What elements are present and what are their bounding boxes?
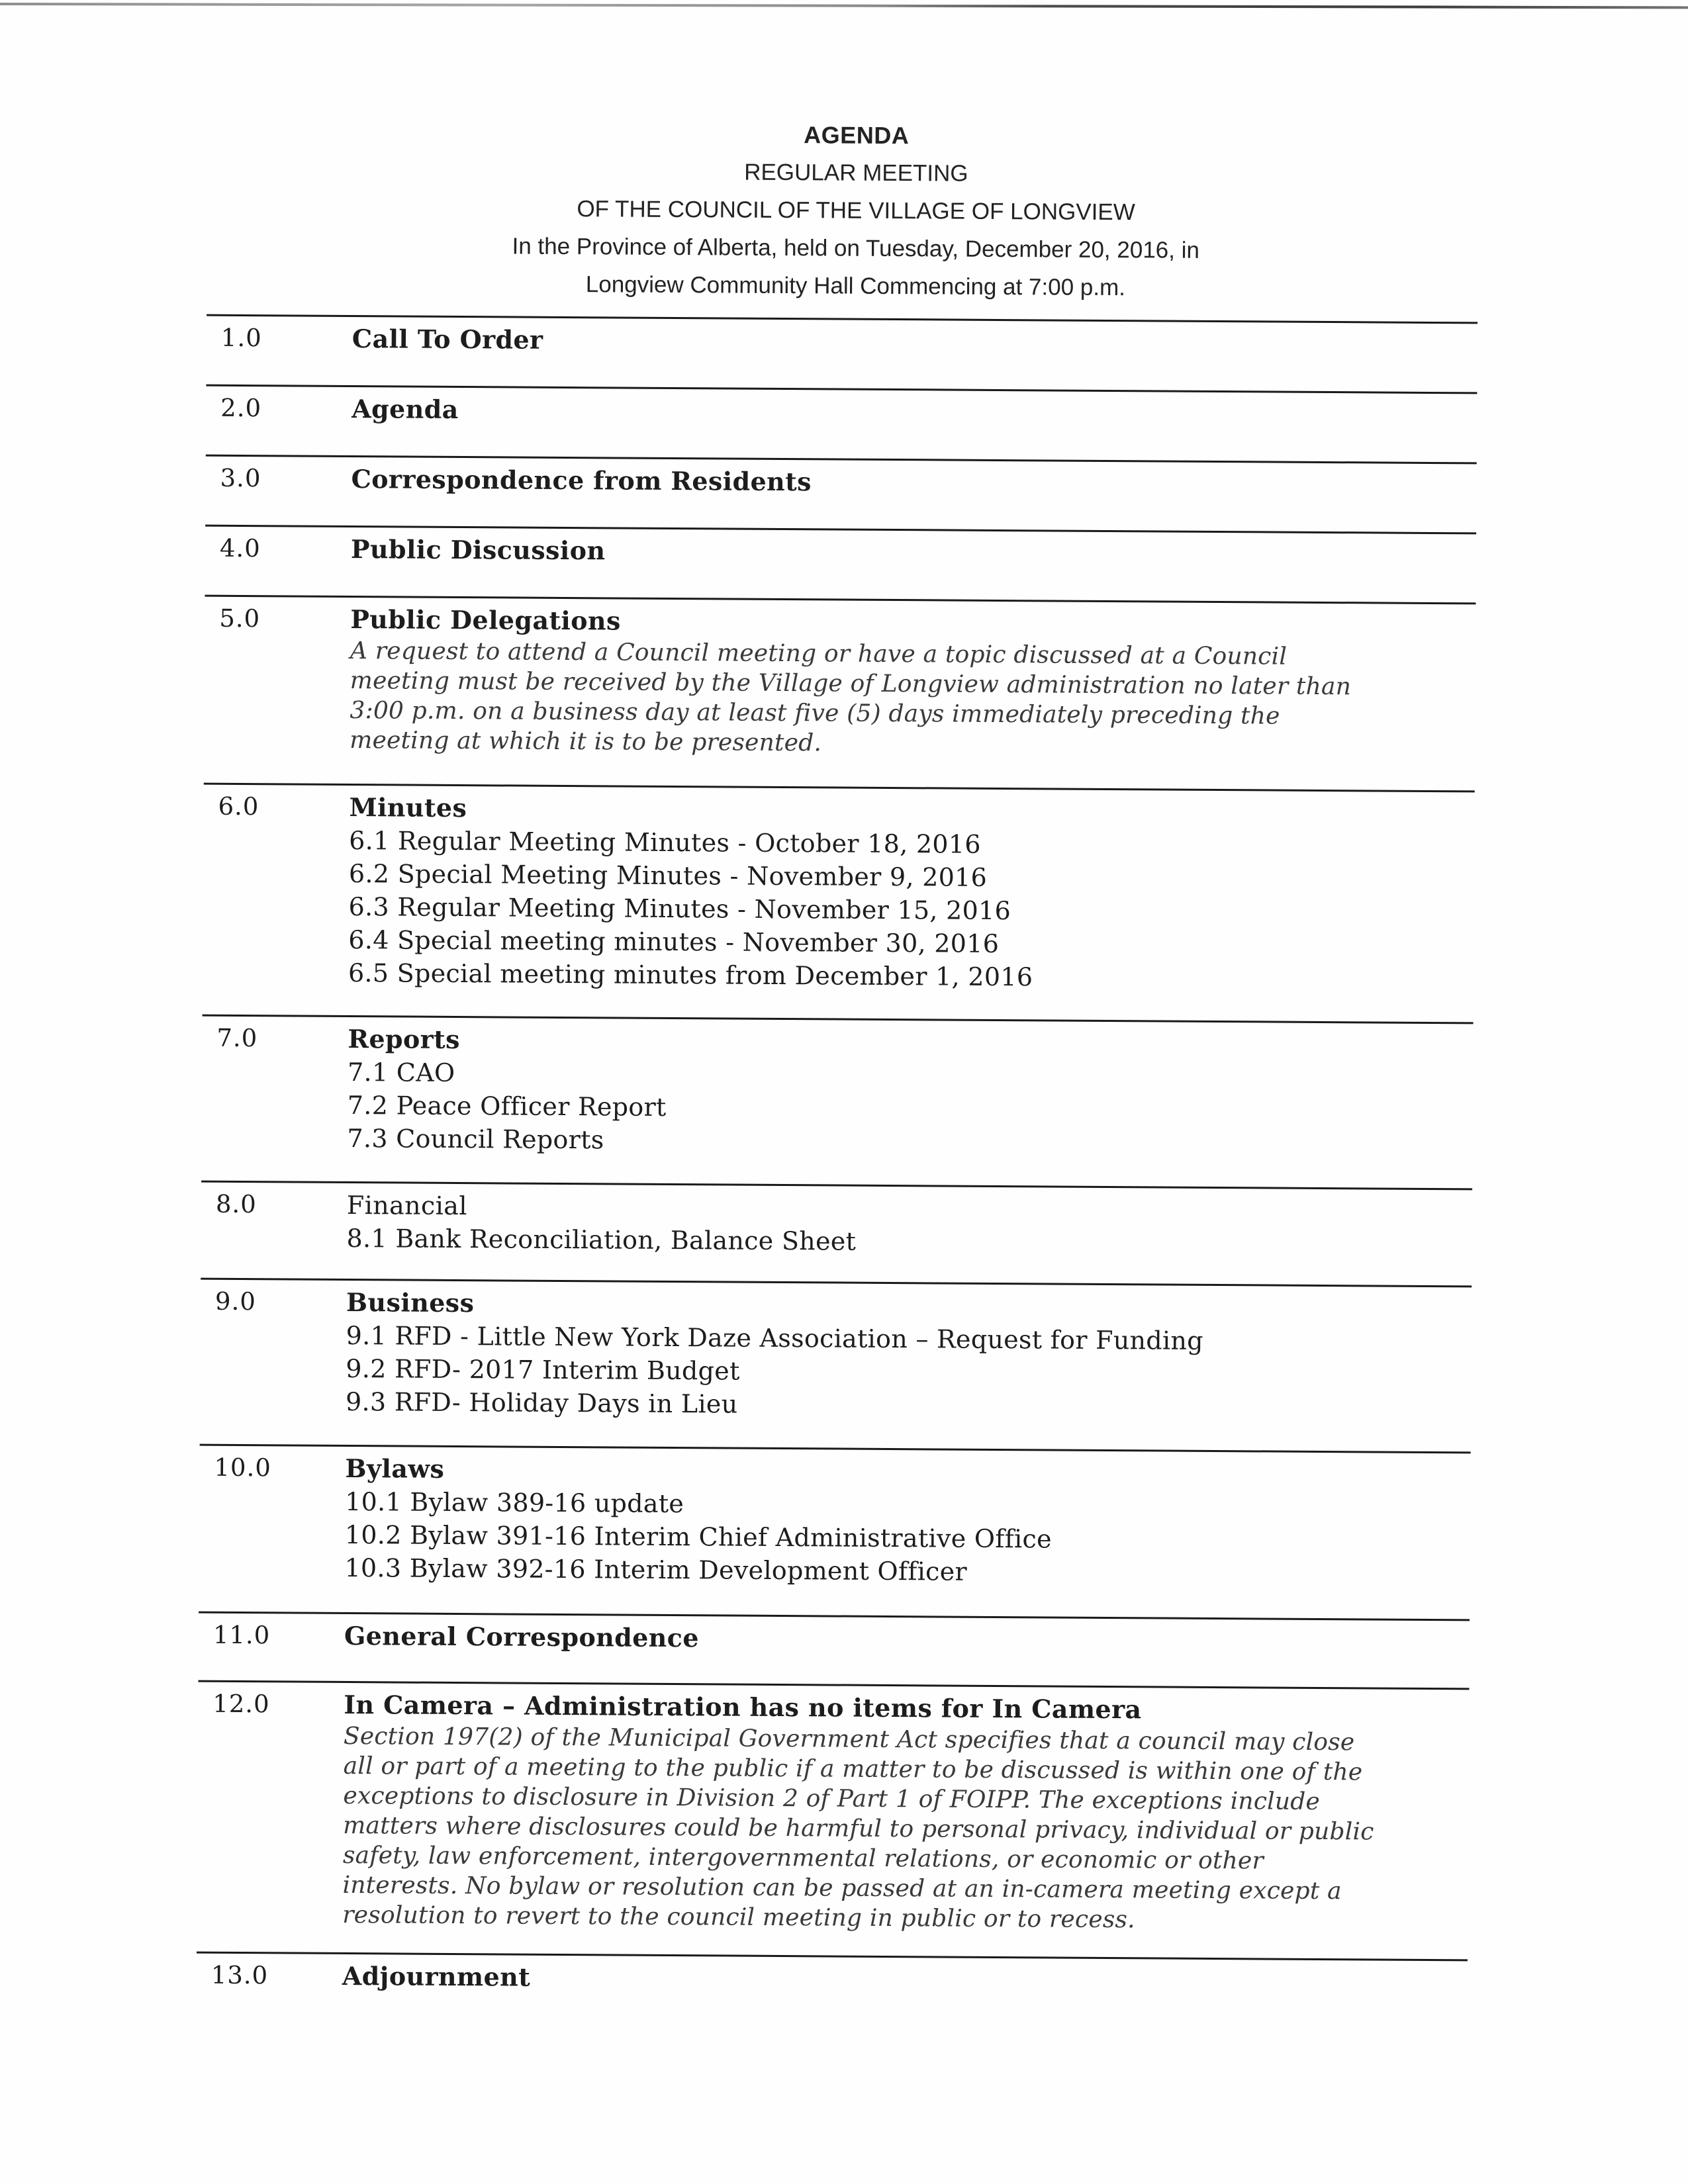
section-subitem: 9.1 RFD - Little New York Daze Association – Request for Funding — [346, 1320, 1203, 1355]
section-title: Public Discussion — [350, 534, 606, 566]
section-subitems — [344, 1485, 1470, 1591]
header-line-location: Longview Community Hall Commencing at 7:00 p.m. — [585, 271, 1126, 301]
section-title: Correspondence from Residents — [351, 464, 812, 497]
section-number: 7.0 — [216, 1023, 258, 1053]
section-body — [342, 1960, 1468, 1999]
section-number: 6.0 — [218, 792, 259, 821]
section-title: Reports — [348, 1023, 461, 1055]
section-number: 4.0 — [219, 533, 261, 563]
section-body — [348, 791, 1475, 996]
section-number: 9.0 — [214, 1287, 256, 1316]
agenda-section-row — [197, 1680, 1469, 1960]
section-subitems — [347, 1056, 1473, 1161]
agenda-section-row — [206, 314, 1477, 392]
agenda-section-row — [203, 783, 1475, 1023]
document-header — [220, 113, 1492, 309]
header-line-meeting-type: REGULAR MEETING — [744, 159, 968, 187]
section-note: A request to attend a Council meeting or have a topic discussed at a Council meeting must be received by the Village of Longview administration no later than 3:00 p.m. on a business day at least five (5) days immediately preceding the meeting at which it is to be presented. — [350, 637, 1352, 757]
section-body — [346, 1286, 1472, 1425]
section-title: Bylaws — [345, 1453, 445, 1484]
section-subitem: 8.1 Bank Reconciliation, Balance Sheet — [346, 1223, 857, 1256]
section-subitem: 7.1 CAO — [347, 1057, 455, 1087]
header-line-council: OF THE COUNCIL OF THE VILLAGE OF LONGVIEW — [577, 196, 1135, 226]
section-subitem: 10.2 Bylaw 391-16 Interim Chief Administrative Office — [344, 1520, 1053, 1554]
section-title: Financial — [346, 1190, 467, 1221]
section-number: 3.0 — [220, 463, 261, 493]
section-subitem: 10.1 Bylaw 389-16 update — [345, 1486, 684, 1519]
agenda-section-row — [200, 1278, 1472, 1452]
section-body — [351, 533, 1476, 572]
section-subitem: 9.3 RFD- Holiday Days in Lieu — [345, 1387, 738, 1419]
section-body — [351, 463, 1476, 502]
section-number: 13.0 — [211, 1960, 269, 1990]
section-body — [344, 1452, 1470, 1591]
section-title: Business — [346, 1287, 475, 1318]
agenda-section-row — [199, 1444, 1471, 1619]
section-title: In Camera – Administration has no items for In Camera — [344, 1689, 1142, 1725]
section-subitem: 6.2 Special Meeting Minutes - November 9, 2016 — [348, 858, 988, 892]
section-number: 8.0 — [215, 1189, 257, 1219]
section-body — [350, 603, 1476, 762]
document-title: AGENDA — [804, 121, 910, 150]
agenda-section-row — [201, 1015, 1473, 1189]
agenda-section-row — [205, 525, 1477, 603]
section-subitem: 10.3 Bylaw 392-16 Interim Development Officer — [344, 1553, 968, 1586]
section-subitems — [346, 1319, 1472, 1425]
agenda-section-row — [206, 385, 1477, 463]
section-body — [342, 1688, 1469, 1936]
section-subitems — [346, 1222, 1472, 1261]
section-title: Public Delegations — [350, 604, 621, 636]
section-number: 11.0 — [212, 1620, 271, 1650]
section-number: 5.0 — [219, 604, 261, 633]
section-body — [352, 392, 1477, 432]
section-title: Call To Order — [352, 324, 543, 355]
section-number: 10.0 — [214, 1453, 271, 1482]
section-subitem: 6.3 Regular Meeting Minutes - November 15, 2016 — [348, 891, 1011, 926]
section-title: General Correspondence — [344, 1620, 700, 1653]
section-subitem: 6.4 Special meeting minutes - November 30, 2016 — [348, 925, 1000, 959]
section-number: 12.0 — [212, 1689, 270, 1719]
section-number: 1.0 — [220, 323, 262, 353]
section-body — [344, 1619, 1470, 1659]
agenda-section-row — [201, 1181, 1472, 1286]
section-title: Minutes — [349, 792, 467, 823]
section-title: Agenda — [352, 394, 459, 424]
section-subitem: 7.2 Peace Officer Report — [347, 1090, 667, 1122]
agenda-section-row — [196, 1952, 1468, 2046]
agenda-table — [196, 314, 1477, 2046]
section-body — [352, 322, 1477, 362]
section-note: Section 197(2) of the Municipal Government Act specifies that a council may close all or part of a meeting to the public if a matter to be discussed is within one of the exceptions to disclosure in Division 2 of Part 1 of FOIPP. The exceptions include matters where disclosures could be harmful to personal privacy, individual or public safety, law enforcement, intergovernmental relations, or economic or other interests. No bylaw or resolution can be passed at an in-camera meeting except a resolution to revert to the council meeting in public or to recess. — [342, 1722, 1374, 1934]
section-subitem: 6.5 Special meeting minutes from December 1, 2016 — [348, 958, 1033, 992]
agenda-section-row — [198, 1612, 1470, 1688]
header-line-date: In the Province of Alberta, held on Tuesday, December 20, 2016, in — [512, 233, 1199, 263]
section-subitem: 9.2 RFD- 2017 Interim Budget — [346, 1353, 740, 1386]
section-subitem: 7.3 Council Reports — [347, 1123, 604, 1155]
section-subitem: 6.1 Regular Meeting Minutes - October 18, 2016 — [349, 826, 981, 859]
section-body — [347, 1023, 1473, 1161]
section-subitems — [348, 824, 1474, 996]
agenda-section-row — [204, 595, 1476, 791]
section-body — [346, 1189, 1472, 1261]
section-number: 2.0 — [220, 393, 262, 423]
agenda-section-row — [205, 455, 1477, 533]
section-title: Adjournment — [342, 1960, 531, 1992]
